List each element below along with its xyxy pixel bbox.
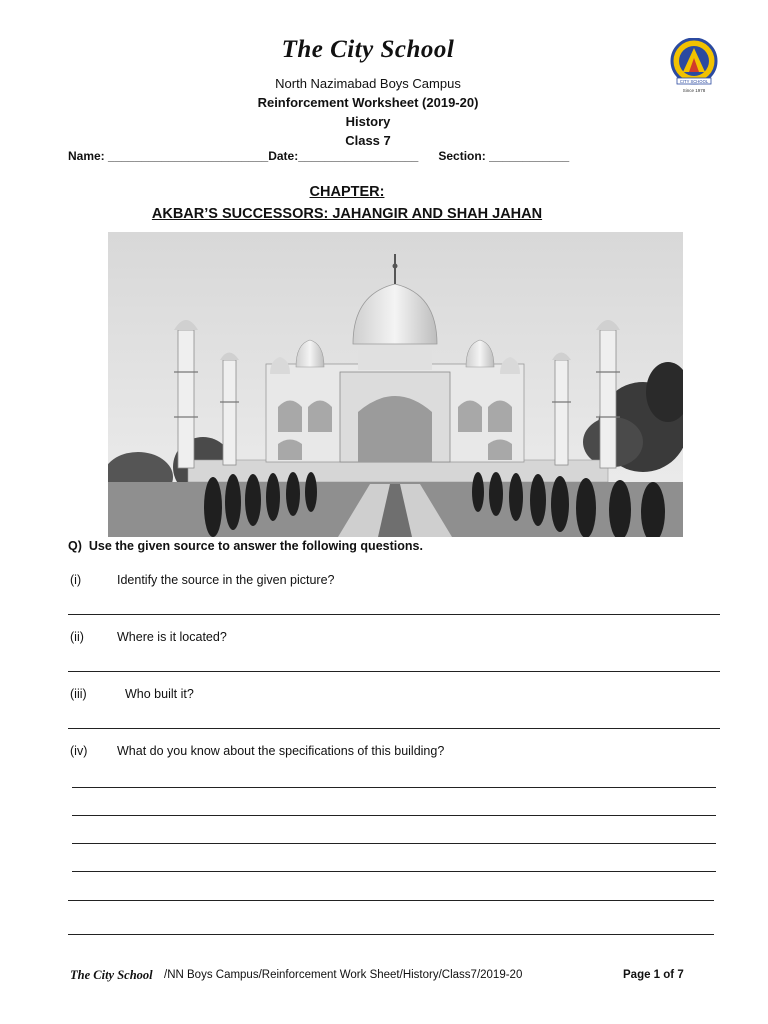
chapter-title: AKBAR’S SUCCESSORS: JAHANGIR AND SHAH JAHAN bbox=[151, 206, 543, 222]
question-number: (i) bbox=[70, 573, 82, 587]
student-info-row bbox=[68, 149, 569, 163]
question-number: (iii) bbox=[70, 687, 87, 701]
campus-name: North Nazimabad Boys Campus bbox=[275, 76, 461, 91]
answer-line[interactable] bbox=[68, 614, 720, 615]
school-title: The City School bbox=[281, 36, 455, 63]
question-prompt bbox=[68, 539, 423, 553]
page-number: Page 1 of 7 bbox=[623, 969, 684, 981]
footer-path: /NN Boys Campus/Reinforcement Work Sheet/History/Class7/2019-20 bbox=[164, 969, 523, 981]
subject-name: History bbox=[345, 114, 391, 129]
date-field[interactable]: __________________ bbox=[298, 149, 419, 163]
logo-caption: CITY SCHOOL bbox=[679, 78, 709, 84]
answer-line[interactable] bbox=[68, 728, 720, 729]
answer-line[interactable] bbox=[68, 934, 714, 935]
answer-line[interactable] bbox=[72, 787, 716, 788]
date-label: Date: bbox=[268, 149, 299, 163]
section-label: Section: bbox=[438, 149, 486, 163]
class-name: Class 7 bbox=[345, 133, 391, 148]
worksheet-title: Reinforcement Worksheet (2019-20) bbox=[257, 95, 479, 110]
question-prefix: Q) bbox=[68, 539, 82, 553]
logo-since: Since 1978 bbox=[682, 88, 706, 93]
answer-line[interactable] bbox=[72, 843, 716, 844]
answer-line[interactable] bbox=[68, 671, 720, 672]
name-label: Name: bbox=[68, 149, 105, 163]
question-text: Who built it? bbox=[125, 687, 194, 701]
school-logo bbox=[669, 38, 719, 100]
answer-line[interactable] bbox=[72, 815, 716, 816]
question-text: Where is it located? bbox=[117, 630, 227, 644]
question-number: (iv) bbox=[70, 744, 88, 758]
question-text: Identify the source in the given picture? bbox=[117, 573, 335, 587]
question-text: What do you know about the specifications of this building? bbox=[117, 744, 445, 758]
question-number: (ii) bbox=[70, 630, 84, 644]
name-field[interactable]: ________________________ bbox=[108, 149, 269, 163]
footer-school: The City School bbox=[70, 968, 153, 982]
question-text: Use the given source to answer the following questions. bbox=[88, 539, 423, 553]
taj-mahal-photo bbox=[108, 232, 683, 537]
answer-line[interactable] bbox=[68, 900, 714, 901]
section-field[interactable]: ____________ bbox=[489, 149, 570, 163]
chapter-label: CHAPTER: bbox=[309, 184, 385, 200]
answer-line[interactable] bbox=[72, 871, 716, 872]
